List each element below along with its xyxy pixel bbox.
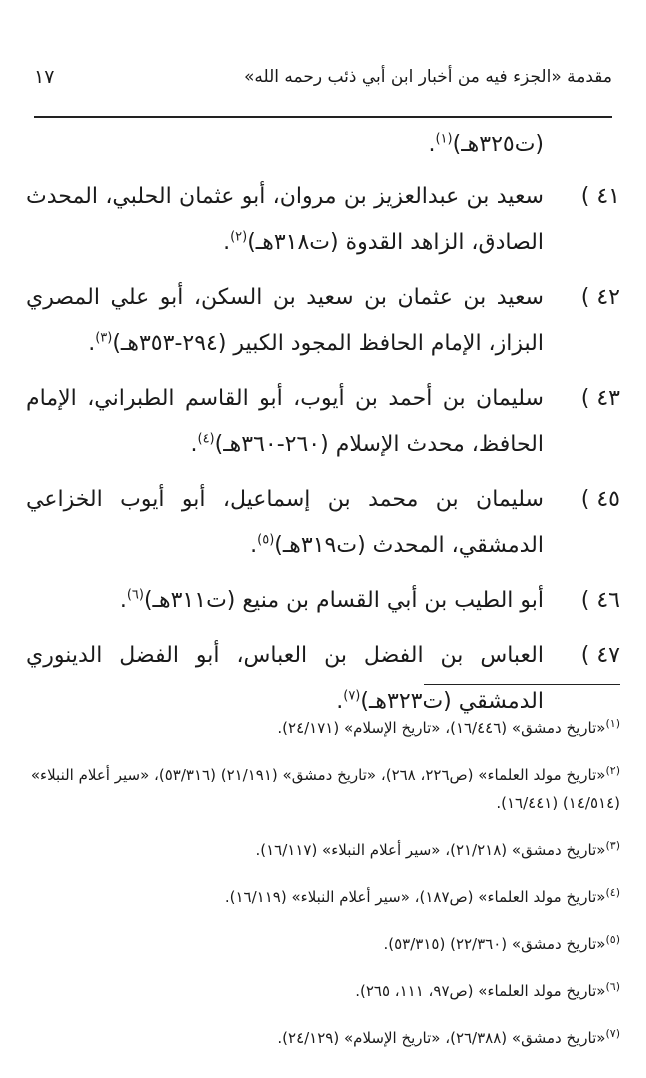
footnote-reference: (٦) <box>126 587 144 603</box>
page-number: ١٧ <box>34 66 55 88</box>
entry-text: العباس بن الفضل بن العباس، أبو الفضل الدينوري الدمشقي (ت٣٢٣هـ) <box>26 643 544 714</box>
footnote <box>26 977 620 1005</box>
entry-text: سعيد بن عبدالعزيز بن مروان، أبو عثمان الحلبي، المحدث الصادق، الزاهد القدوة (ت٣١٨هـ) <box>26 184 544 255</box>
footnote-reference: (٣) <box>95 330 113 346</box>
list-item: ٤٦ ) أبو الطيب بن أبي القسام بن منيع (ت٣١١هـ)$^{(٦)}$. <box>26 578 620 624</box>
footnote-text: «تاريخ دمشق» (٢٦/٣٨٨)، «تاريخ الإسلام» (٢٤/١٢٩). <box>277 1029 606 1047</box>
footnote-reference: (٢) <box>230 229 248 245</box>
footnote-mark: (١) <box>605 717 620 730</box>
entry-text: أبو الطيب بن أبي القسام بن منيع (ت٣١١هـ) <box>143 588 544 613</box>
entry-number: ٤١ ) <box>580 184 620 209</box>
footnote-reference: (٤) <box>197 431 215 447</box>
header-divider <box>34 116 612 118</box>
footnote-text: «تاريخ دمشق» (٢١/٢١٨)، «سير أعلام النبلاء» (١٦/١١٧). <box>255 841 606 859</box>
list-item: ٤٥ ) سليمان بن محمد بن إسماعيل، أبو أيوب الخزاعي الدمشقي، المحدث (ت٣١٩هـ)$^{(٥)}$. <box>26 477 620 569</box>
footnote-reference: (٥) <box>257 532 275 548</box>
footnote <box>26 836 620 864</box>
entry-number: ٤٧ ) <box>580 643 620 668</box>
list-item: ٤١ ) سعيد بن عبدالعزيز بن مروان، أبو عثمان الحلبي، المحدث الصادق، الزاهد القدوة (ت٣١٨هـ)$^{(٢)}$. <box>26 174 620 266</box>
footnotes <box>26 714 620 1071</box>
footnote-reference: (١) <box>435 131 453 147</box>
list-item: ٤٧ ) العباس بن الفضل بن العباس، أبو الفضل الدينوري الدمشقي (ت٣٢٣هـ)$^{(٧)}$. <box>26 633 620 725</box>
footnote-mark: (٤) <box>605 886 620 899</box>
footnote <box>26 883 620 911</box>
footnote <box>26 761 620 817</box>
entry-number: ٤٣ ) <box>580 386 620 411</box>
footnote-mark: (٦) <box>605 980 620 993</box>
header-title: مقدمة «الجزء فيه من أخبار ابن أبي ذئب رحمه الله» <box>243 67 612 87</box>
entry-number: ٤٦ ) <box>580 588 620 613</box>
list-item: ٤٣ ) سليمان بن أحمد بن أيوب، أبو القاسم الطبراني، الإمام الحافظ، محدث الإسلام (٢٦٠-٣٦٠هـ)$^{(٤)}$. <box>26 376 620 468</box>
footnote <box>26 930 620 958</box>
footnote <box>26 1024 620 1052</box>
footnote <box>26 714 620 742</box>
footnote-mark: (٢) <box>605 764 620 777</box>
list-item: ٤٢ ) سعيد بن عثمان بن سعيد بن السكن، أبو علي المصري البزاز، الإمام الحافظ المجود الكبير (٢٩٤-٣٥٣هـ)$^{(٣)}$. <box>26 275 620 367</box>
entry-text: سعيد بن عثمان بن سعيد بن السكن، أبو علي المصري البزاز، الإمام الحافظ المجود الكبير (٢٩٤-٣٥٣هـ) <box>26 285 544 356</box>
footnote-mark: (٣) <box>605 839 620 852</box>
footnote-text: «تاريخ دمشق» (٢٢/٣٦٠) (٥٣/٣١٥). <box>383 935 606 953</box>
entry-text: سليمان بن محمد بن إسماعيل، أبو أيوب الخزاعي الدمشقي، المحدث (ت٣١٩هـ) <box>26 487 544 558</box>
entry-text: (ت٣٢٥هـ) <box>452 132 544 157</box>
entry-number: ٤٥ ) <box>580 487 620 512</box>
entry-number: ٤٢ ) <box>580 285 620 310</box>
main-text <box>26 122 620 734</box>
footnote-divider <box>424 684 620 685</box>
footnote-text: «تاريخ دمشق» (١٦/٤٤٦)، «تاريخ الإسلام» (٢٤/١٧١). <box>277 719 606 737</box>
entry-continuation: (ت٣٢٥هـ)$^{(١)}$. <box>428 131 544 157</box>
entry-text: سليمان بن أحمد بن أيوب، أبو القاسم الطبراني، الإمام الحافظ، محدث الإسلام (٢٦٠-٣٦٠هـ) <box>26 386 544 457</box>
footnote-reference: (٧) <box>343 688 361 704</box>
footnote-mark: (٥) <box>605 933 620 946</box>
footnote-mark: (٧) <box>605 1027 620 1040</box>
footnote-text: «تاريخ مولد العلماء» (ص٢٢٦، ٢٦٨)، «تاريخ دمشق» (٢١/١٩١) (٥٣/٣١٦)، «سير أعلام النبلاء» (١٤/٥١٤) (١٦/٤٤١). <box>30 766 620 812</box>
footnote-text: «تاريخ مولد العلماء» (ص١٨٧)، «سير أعلام النبلاء» (١٦/١١٩). <box>224 888 606 906</box>
footnote-text: «تاريخ مولد العلماء» (ص٩٧، ١١١، ٢٦٥). <box>355 982 606 1000</box>
running-header <box>34 62 612 92</box>
